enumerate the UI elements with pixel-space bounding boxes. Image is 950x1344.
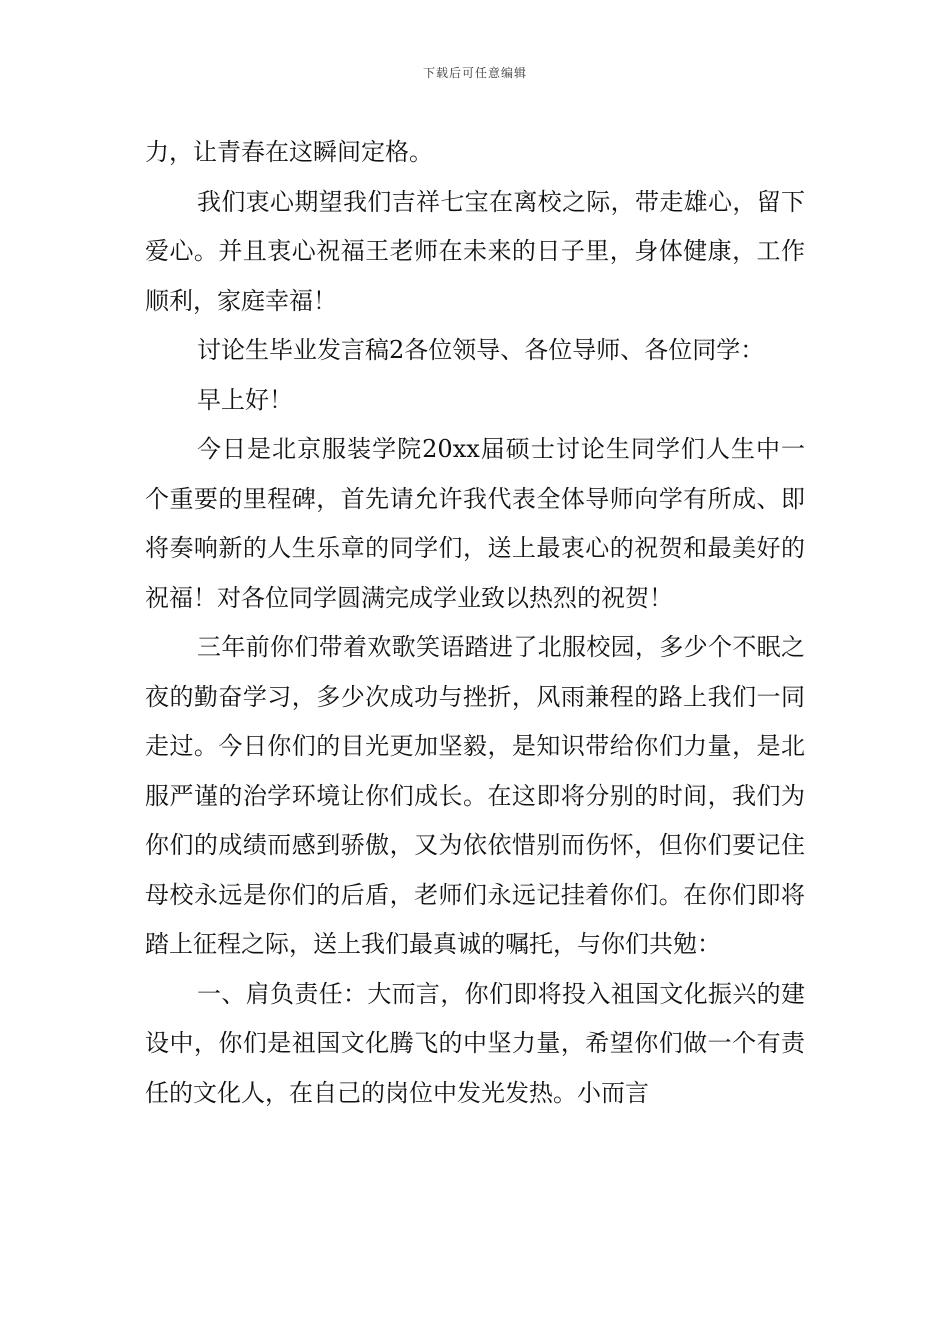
paragraph-speech-title: 讨论生毕业发言稿2各位领导、各位导师、各位同学： bbox=[197, 336, 765, 364]
page-header: 下载后可任意编辑 bbox=[422, 66, 527, 80]
paragraph-greeting: 早上好！ bbox=[197, 385, 293, 414]
document-body bbox=[145, 128, 805, 1118]
paragraph: 三年前你们带着欢歌笑语踏进了北服校园，多少个不眠之夜的勤奋学习，多少次成功与挫折，风雨兼程的路上我们一同走过。今日你们的目光更加坚毅，是知识带给你们力量，是北服严谨的治学环境让你们成长。在这即将分别的时间，我们为你们的成绩而感到骄傲，又为依依惜别而伤怀，但你们要记住母校永远是你们的后盾，老师们永远记挂着你们。在你们即将踏上征程之际，送上我们最真诚的嘱托，与你们共勉： bbox=[145, 633, 805, 958]
paragraph: 今日是北京服装学院20xx届硕士讨论生同学们人生中一个重要的里程碑，首先请允许我代表全体导师向学有所成、即将奏响新的人生乐章的同学们，送上最衷心的祝贺和最美好的祝福！对各位同学圆满完成学业致以热烈的祝贺！ bbox=[145, 435, 805, 612]
paragraph-continuation: 力，让青春在这瞬间定格。 bbox=[145, 138, 433, 166]
paragraph: 一、肩负责任：大而言，你们即将投入祖国文化振兴的建设中，你们是祖国文化腾飞的中坚力量，希望你们做一个有责任的文化人，在自己的岗位中发光发热。小而言 bbox=[145, 979, 805, 1107]
paragraph: 我们衷心期望我们吉祥七宝在离校之际，带走雄心，留下爱心。并且衷心祝福王老师在未来的日子里，身体健康，工作顺利，家庭幸福！ bbox=[145, 187, 805, 315]
